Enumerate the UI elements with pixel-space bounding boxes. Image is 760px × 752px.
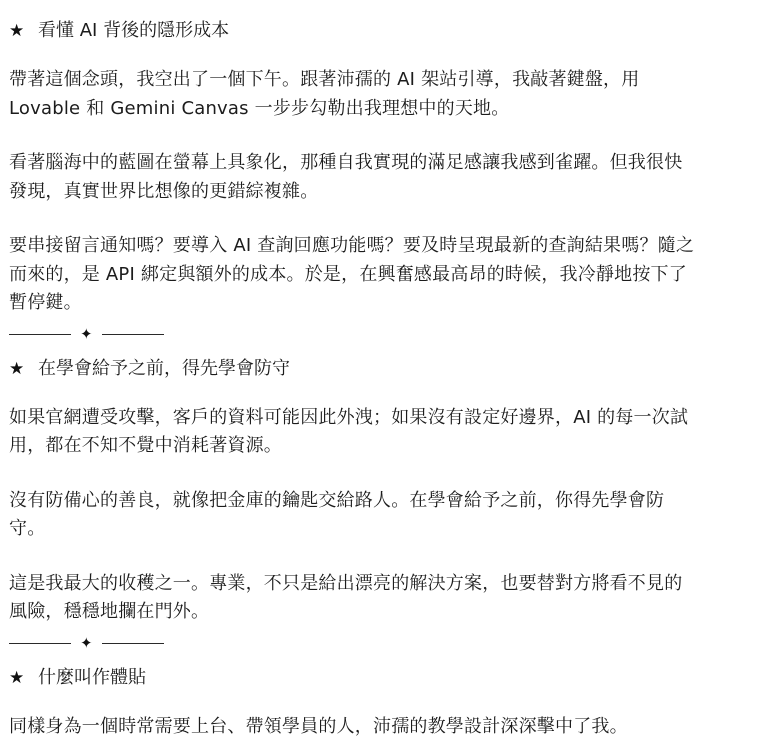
section-heading-text: 在學會給予之前，得先學會防守 [38, 357, 290, 379]
section-heading-hidden-cost [9, 14, 760, 48]
paragraph: 沒有防備心的善良，就像把金庫的鑰匙交給路人。在學會給予之前，你得先學會防 守。 [9, 489, 665, 539]
divider-line-right [102, 334, 164, 336]
section-heading-text: 看懂 AI 背後的隱形成本 [38, 20, 230, 41]
divider-line-left [9, 334, 71, 336]
section-divider [9, 322, 760, 348]
section-heading-consideration [9, 661, 760, 695]
paragraph: 看著腦海中的藍圖在螢幕上具象化，那種自我實現的滿足感讓我感到雀躍。但我很快 發現，真實世界比想像的更錯綜複雜。 [9, 152, 683, 202]
star-icon: ★ [9, 21, 25, 41]
section-divider [9, 631, 760, 657]
section-heading-defense [9, 352, 760, 386]
sparkle-icon: ✦ [80, 634, 93, 652]
star-icon: ★ [9, 667, 25, 688]
paragraph: 帶著這個念頭，我空出了一個下午。跟著沛孺的 AI 架站引導，我敲著鍵盤，用 Lovable 和 Gemini Canvas 一步步勾勒出我理想中的天地。 [9, 69, 640, 119]
paragraph: 這是我最大的收穫之一。專業，不只是給出漂亮的解決方案，也要替對方將看不見的 風險，穩穩地攔在門外。 [9, 572, 683, 622]
section-heading-text: 什麼叫作體貼 [38, 666, 146, 688]
sparkle-icon: ✦ [80, 325, 93, 343]
star-icon: ★ [9, 358, 25, 379]
divider-line-left [9, 643, 71, 645]
paragraph: 如果官網遭受攻擊，客戶的資料可能因此外洩；如果沒有設定好邊界，AI 的每一次試 用，都在不知不覺中消耗著資源。 [9, 406, 689, 456]
paragraph: 同樣身為一個時常需要上台、帶領學員的人，沛孺的教學設計深深擊中了我。 [9, 715, 628, 737]
divider-line-right [102, 643, 164, 645]
paragraph: 要串接留言通知嗎？要導入 AI 查詢回應功能嗎？要及時呈現最新的查詢結果嗎？隨之 而來的，是 API 綁定與額外的成本。於是，在興奮感最高昂的時候，我冷靜地按下了 暫停鍵。 [9, 235, 695, 313]
